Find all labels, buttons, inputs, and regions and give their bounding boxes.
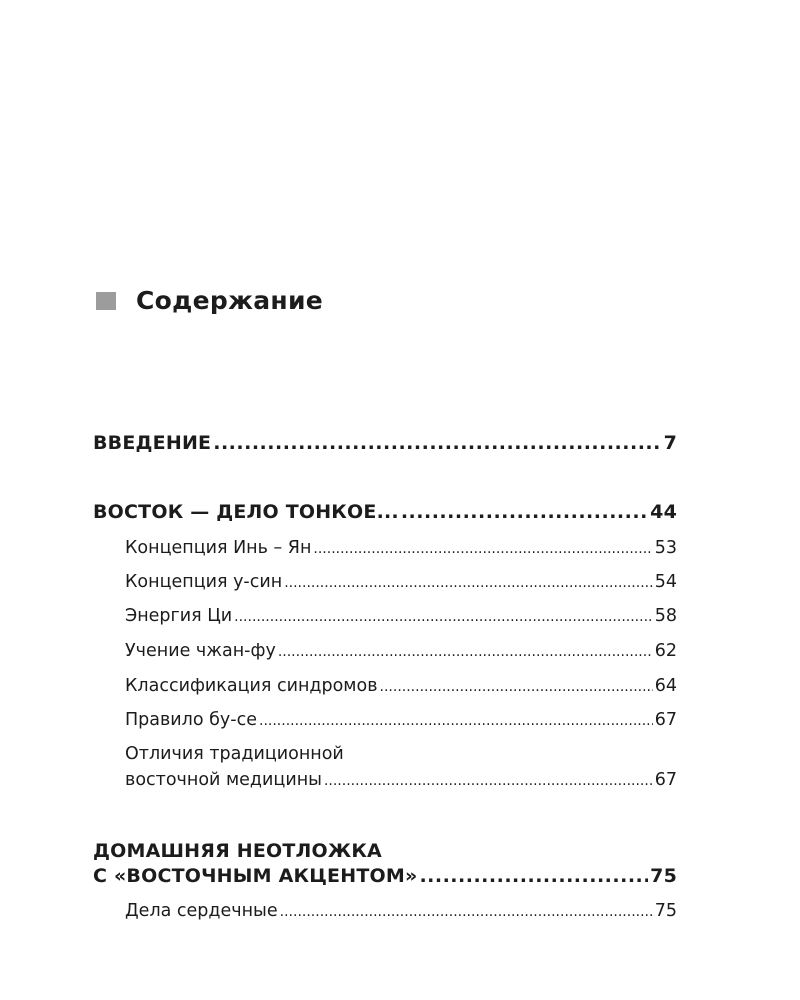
toc-subentry-dela-serdechnye[interactable]: [125, 901, 677, 921]
toc-subentry-otlichiya[interactable]: [125, 770, 677, 790]
toc-entry-page: 62: [654, 641, 677, 661]
dot-leader: [324, 770, 653, 790]
toc-entry-label: Концепция Инь – Ян: [125, 538, 312, 558]
toc-entry-page: 67: [654, 770, 677, 790]
toc-subentry-sindromy[interactable]: [125, 676, 677, 696]
toc-entry-label: Концепция у-син: [125, 572, 283, 592]
toc-subentry-otlichiya-line1[interactable]: Отличия традиционной: [125, 744, 344, 764]
toc-entry-page: 44: [650, 501, 677, 523]
toc-entry-neotlozhka-line1[interactable]: ДОМАШНЯЯ НЕОТЛОЖКА: [93, 840, 382, 862]
toc-entry-label: ВВЕДЕНИЕ: [93, 432, 212, 454]
toc-entry-label: Учение чжан-фу: [125, 641, 276, 661]
toc-subentry-in-yan[interactable]: [125, 538, 677, 558]
dot-leader: [284, 572, 653, 592]
toc-entry-label: Правило бу-се: [125, 710, 257, 730]
dot-leader: [380, 676, 653, 696]
toc-entry-page: 54: [654, 572, 677, 592]
toc-heading: [96, 286, 323, 315]
toc-entry-page: 75: [654, 901, 677, 921]
toc-entry-label: С «ВОСТОЧНЫМ АКЦЕНТОМ»: [93, 865, 418, 887]
dot-leader: [419, 865, 648, 887]
dot-leader: [401, 501, 648, 523]
toc-entry-intro[interactable]: [93, 432, 677, 454]
dot-leader: [259, 710, 653, 730]
toc-entry-label: восточной медицины: [125, 770, 322, 790]
dot-leader: [280, 901, 653, 921]
toc-entry-label: Дела сердечные: [125, 901, 278, 921]
toc-subentry-u-sin[interactable]: [125, 572, 677, 592]
toc-subentry-chzhan-fu[interactable]: [125, 641, 677, 661]
dot-leader: [213, 432, 661, 454]
heading-square-icon: [96, 292, 116, 310]
dot-leader: [278, 641, 653, 661]
toc-subentry-bu-se[interactable]: [125, 710, 677, 730]
toc-entry-label: Классификация синдромов: [125, 676, 378, 696]
toc-entry-neotlozhka[interactable]: [93, 865, 677, 887]
toc-entry-page: 53: [654, 538, 677, 558]
toc-entry-page: 7: [663, 432, 677, 454]
toc-entry-label: Энергия Ци: [125, 606, 233, 626]
toc-subentry-energiya-tsi[interactable]: [125, 606, 677, 626]
toc-entry-page: 58: [654, 606, 677, 626]
dot-leader: [234, 606, 653, 626]
toc-entry-page: 67: [654, 710, 677, 730]
toc-entry-label: ВОСТОК — ДЕЛО ТОНКОЕ...: [93, 501, 399, 523]
page-title: Содержание: [136, 286, 324, 315]
toc-entry-vostok[interactable]: [93, 501, 677, 523]
toc-entry-page: 75: [650, 865, 677, 887]
toc-entry-page: 64: [654, 676, 677, 696]
dot-leader: [313, 538, 652, 558]
